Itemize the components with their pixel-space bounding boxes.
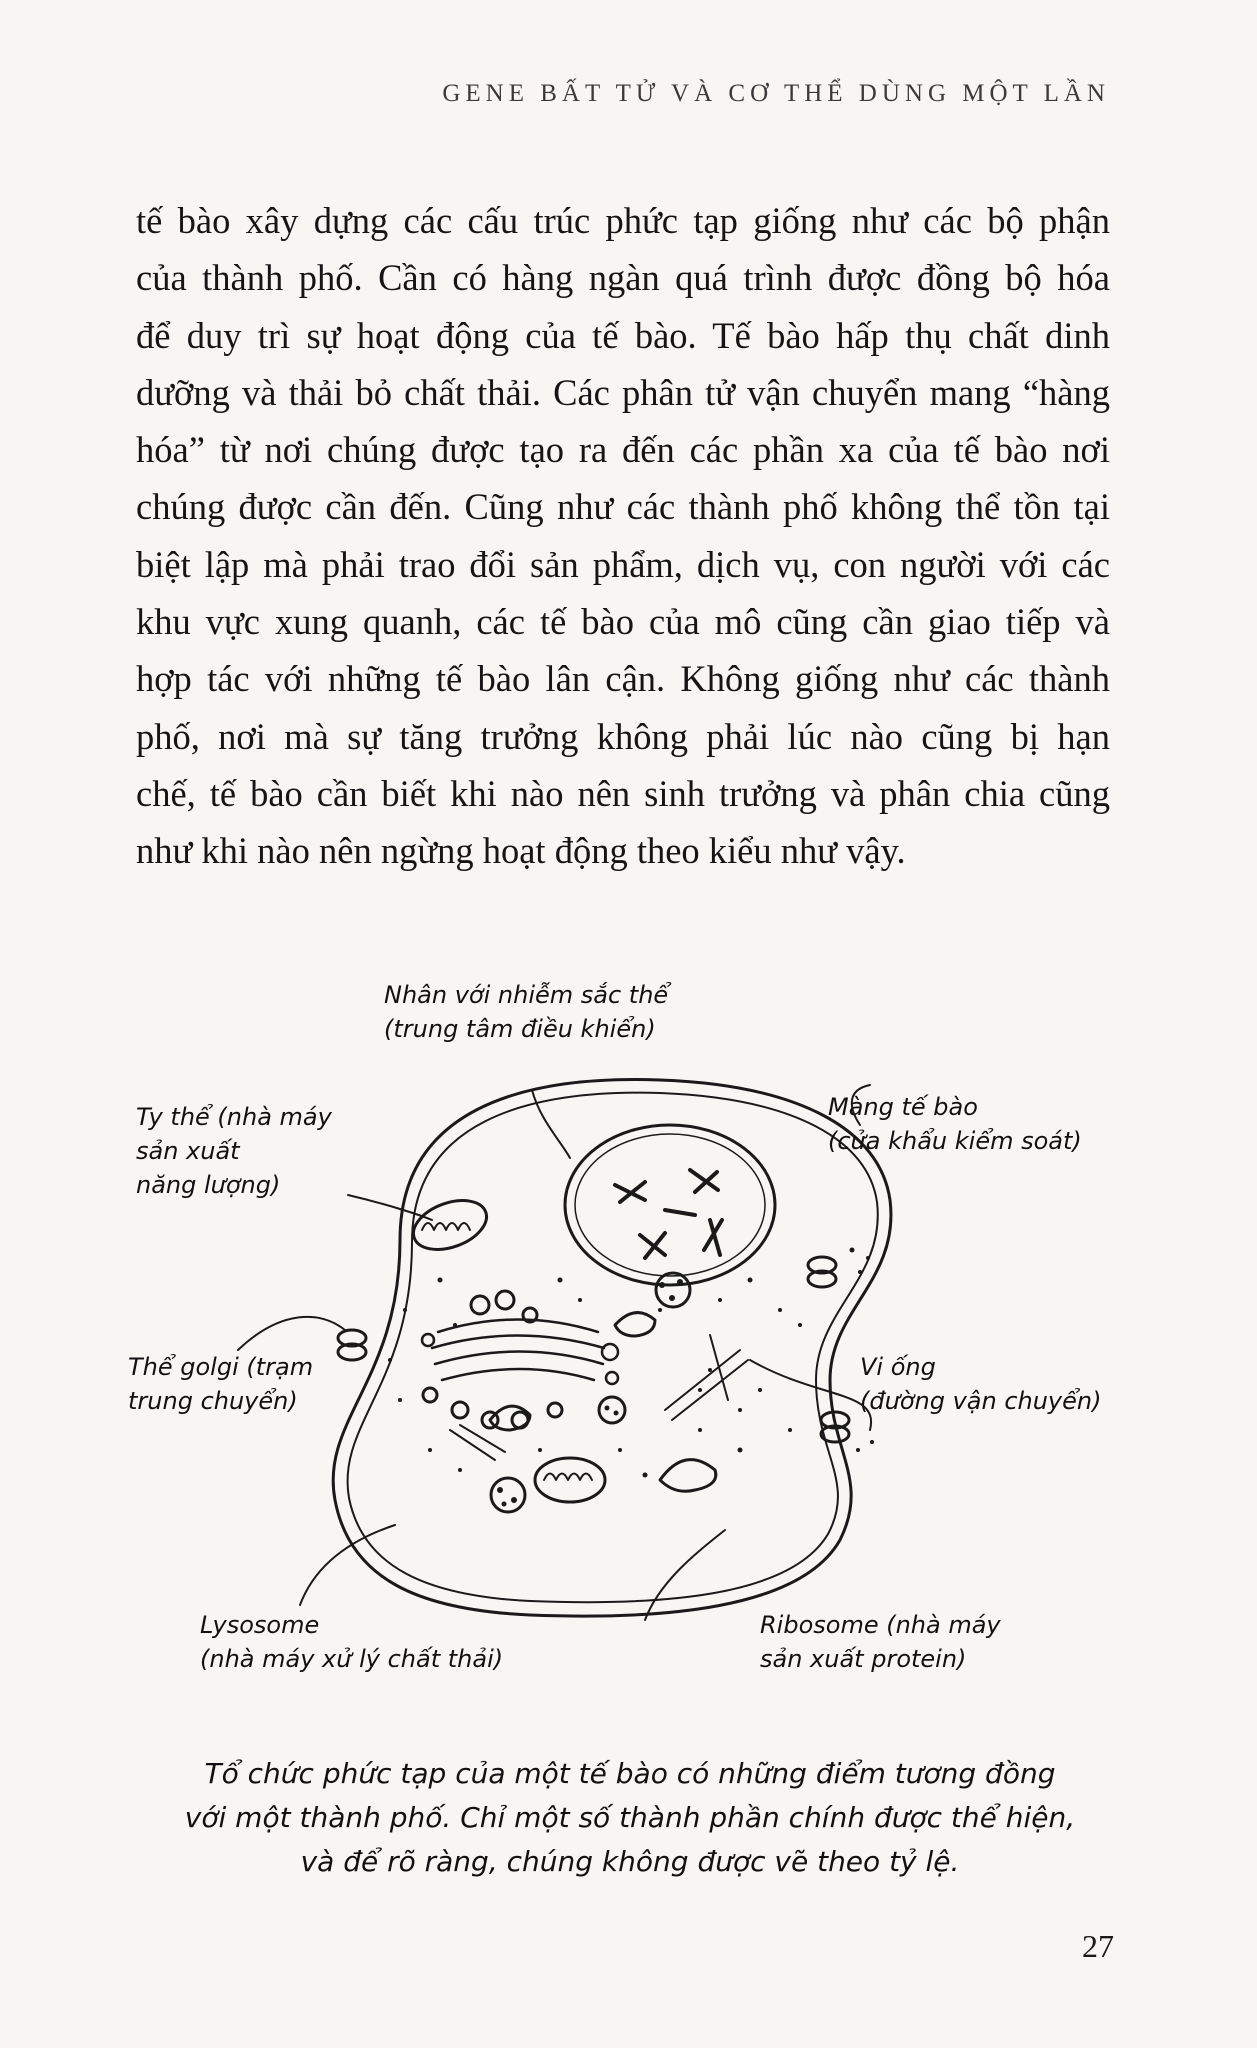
body-line: biệt lập mà phải trao đổi sản phẩm, dịch vụ, con người với các [136, 543, 1110, 585]
body-line: chế, tế bào cần biết khi nào nên sinh trưởng và phân chia cũng [136, 772, 1110, 814]
cytoplasm-dots [388, 1248, 874, 1507]
body-line: khu vực xung quanh, các tế bào của mô cũng cần giao tiếp và [136, 601, 1110, 643]
label-nucleus: Nhân với nhiễm sắc thể (trung tâm điều khiển) [384, 981, 669, 1043]
ribosome-right [660, 1460, 716, 1492]
body-paragraph [136, 192, 1110, 880]
label-lysosome: Lysosome (nhà máy xử lý chất thải) [200, 1611, 504, 1673]
nucleus [565, 1125, 775, 1285]
body-line: như khi nào nên ngừng hoạt động theo kiểu như vậy. [136, 830, 906, 872]
label-cell-membrane: Màng tế bào (cửa khẩu kiểm soát) [828, 1093, 1082, 1155]
label-mitochondria: Ty thể (nhà máy sản xuất năng lượng) [136, 1103, 332, 1199]
cell-membrane [333, 1080, 891, 1617]
body-line: của thành phố. Cần có hàng ngàn quá trình được đồng bộ hóa [136, 257, 1110, 299]
mitochondrion-top [407, 1191, 493, 1258]
cell-diagram [100, 980, 1160, 1700]
body-line: để duy trì sự hoạt động của tế bào. Tế bào hấp thụ chất dinh [136, 314, 1110, 356]
figure-caption: Tổ chức phức tạp của một tế bào có những điểm tương đồng với một thành phố. Chỉ một số thành phần chính được thể hiện, và để rõ ràng, chúng không được vẽ theo tỷ lệ. [184, 1757, 1076, 1878]
page-number: 27 [1082, 1928, 1114, 1964]
ribosome-center [615, 1313, 655, 1336]
cell-illustration [100, 980, 1160, 1700]
body-line: hóa” từ nơi chúng được tạo ra đến các phần xa của tế bào nơi [136, 429, 1110, 471]
body-line: hợp tác với những tế bào lân cận. Không giống như các thành [136, 658, 1110, 700]
label-microtubule: Vi ống (đường vận chuyển) [860, 1353, 1102, 1415]
lysosome-small [599, 1397, 625, 1423]
label-golgi: Thể golgi (trạm trung chuyển) [128, 1353, 314, 1415]
lysosome-top [656, 1273, 690, 1307]
ribosome-left [490, 1406, 530, 1430]
label-ribosome: Ribosome (nhà máy sản xuất protein) [760, 1611, 1001, 1673]
body-line: dưỡng và thải bỏ chất thải. Các phân tử vận chuyển mang “hàng [136, 371, 1110, 413]
body-line: tế bào xây dựng các cấu trúc phức tạp giống như các bộ phận [136, 200, 1110, 241]
membrane-channel-1 [338, 1330, 366, 1360]
mitochondrion-bottom [535, 1458, 605, 1502]
membrane-channel-2 [808, 1257, 836, 1287]
body-line: phố, nơi mà sự tăng trưởng không phải lúc nào cũng bị hạn [136, 715, 1110, 757]
running-head: GENE BẤT TỬ VÀ CƠ THỂ DÙNG MỘT LẦN [442, 80, 1110, 107]
body-line: chúng được cần đến. Cũng như các thành phố không thể tồn tại [136, 486, 1110, 528]
lysosome-mid [491, 1478, 525, 1512]
golgi-apparatus [422, 1320, 618, 1385]
